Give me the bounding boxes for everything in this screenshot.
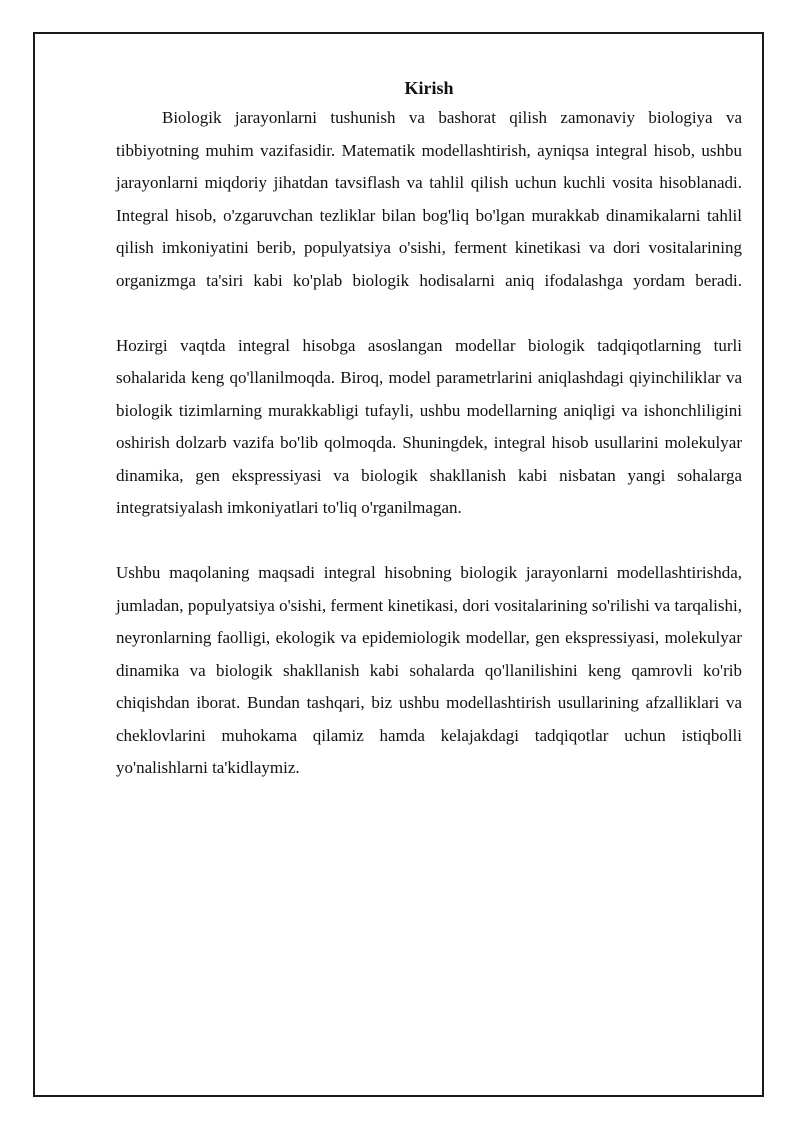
section-title: Kirish	[404, 78, 454, 98]
paragraph-gap	[116, 297, 742, 330]
paragraph-aim: Ushbu maqolaning maqsadi integral hisobning biologik jarayonlarni modellashtirishda, jumladan, populyatsiya o'sishi, ferment kinetikasi, dori vositalarining so'rilishi va tarqalishi, neyronlarning faolligi, ekologik va epidemiologik modellar, gen ekspressiyasi, molekulyar dinamika va biologik shakllanish kabi sohalarda qo'llanilishini keng qamrovli ko'rib chiqishdan iborat. Bundan tashqari, biz ushbu modellashtirish usullarining afzalliklari va cheklovlarini muhokama qilamiz hamda kelajakdagi tadqiqotlar uchun istiqbolli yo'nalishlarni ta'kidlaymiz.	[116, 563, 742, 777]
paragraph-gap	[116, 525, 742, 558]
document-body	[116, 74, 742, 785]
paragraph-intro: Biologik jarayonlarni tushunish va bashorat qilish zamonaviy biologiya va tibbiyotning muhim vazifasidir. Matematik modellashtirish, ayniqsa integral hisob, ushbu jarayonlarni miqdoriy jihatdan tavsiflash va tahlil qilish uchun kuchli vosita hisoblanadi. Integral hisob, o'zgaruvchan tezliklar bilan bog'liq bo'lgan murakkab dinamikalarni tahlil qilish imkoniyatini berib, populyatsiya o'sishi, ferment kinetikasi va dori vositalarining organizmga ta'siri kabi ko'plab biologik hodisalarni aniq ifodalashga yordam beradi.	[116, 108, 742, 290]
paragraph-current-state: Hozirgi vaqtda integral hisobga asoslangan modellar biologik tadqiqotlarning turli sohalarida keng qo'llanilmoqda. Biroq, model parametrlarini aniqlashdagi qiyinchiliklar va biologik tizimlarning murakkabligi tufayli, ushbu modellarning aniqligi va ishonchliligini oshirish dolzarb vazifa bo'lib qolmoqda. Shuningdek, integral hisob usullarini molekulyar dinamika, gen ekspressiyasi va biologik shakllanish kabi nisbatan yangi sohalarga integratsiyalash imkoniyatlari to'liq o'rganilmagan.	[116, 335, 742, 517]
